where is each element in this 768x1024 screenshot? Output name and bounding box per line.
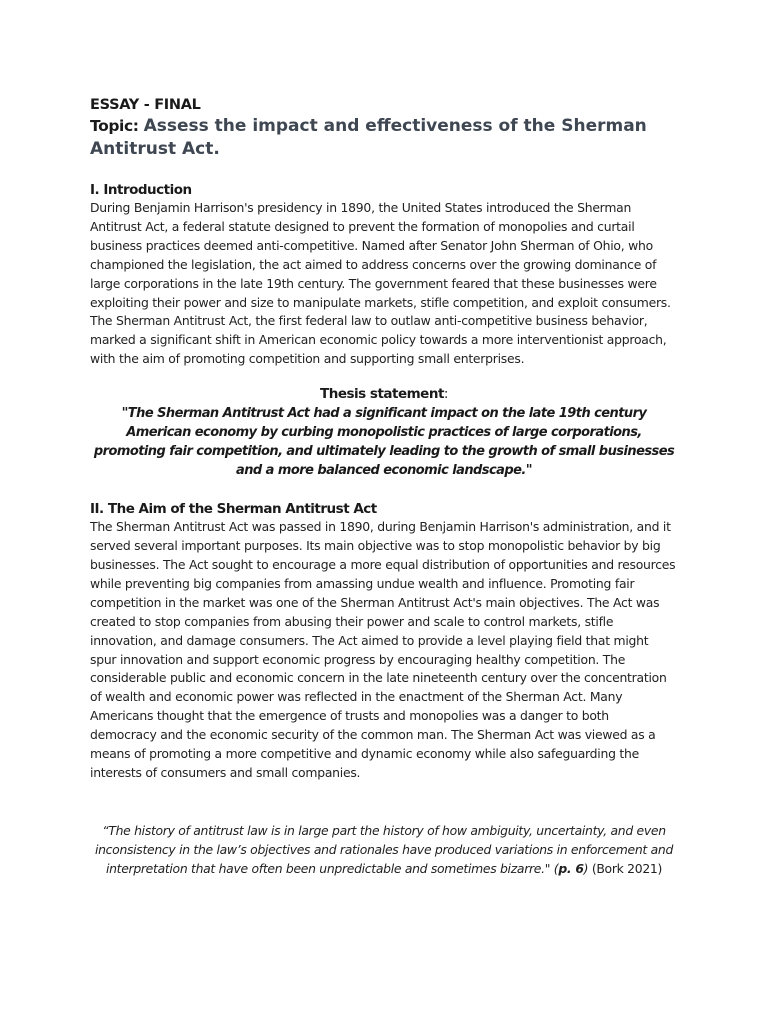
- thesis-label-colon: :: [443, 386, 448, 403]
- block-quote: [90, 821, 678, 878]
- quote-citation: (Bork 2021): [588, 860, 663, 876]
- quote-close: ): [583, 860, 589, 876]
- quote-page-ref: p. 6: [558, 860, 584, 876]
- quote-text: “The history of antitrust law is in large part the history of how ambiguity, uncertainty, and even inconsistency in the law’s objectives and rationales have produced variations in enforcement and interpretation that have often been unpredictable and sometimes bizarre." (: [94, 822, 674, 876]
- essay-label: ESSAY - FINAL: [90, 97, 201, 113]
- introduction-paragraph: During Benjamin Harrison's presidency in 1890, the United States introduced the Sherman Antitrust Act, a federal statute designed to prevent the formation of monopolies and curtail business practices deemed anti-competitive. Named after Senator John Sherman of Ohio, who championed the legislation, the act aimed to address concerns over the growing dominance of large corporations in the late 19th century. The government feared that these businesses were exploiting their power and size to manipulate markets, stifle competition, and exploit consumers. The Sherman Antitrust Act, the first federal law to outlaw anti-competitive business behavior, marked a significant shift in American economic policy towards a more interventionist approach, with the aim of promoting competition and supporting small enterprises.: [90, 200, 671, 367]
- thesis-block: [90, 385, 678, 480]
- topic-prefix: Topic:: [90, 117, 144, 135]
- aim-heading: II. The Aim of the Sherman Antitrust Act: [90, 501, 377, 518]
- aim-paragraph: The Sherman Antitrust Act was passed in 1890, during Benjamin Harrison's administration, and it served several important purposes. Its main objective was to stop monopolistic behavior by big businesses. The Act sought to encourage a more equal distribution of opportunities and resources while preventing big companies from amassing undue wealth and influence. Promoting fair competition in the market was one of the Sherman Antitrust Act's main objectives. The Act was created to stop companies from abusing their power and scale to control markets, stifle innovation, and damage consumers. The Act aimed to provide a level playing field that might spur innovation and support economic progress by encouraging healthy competition. The considerable public and economic concern in the late nineteenth century over the concentration of wealth and economic power was reflected in the enactment of the Sherman Act. Many Americans thought that the emergence of trusts and monopolies was a danger to both democracy and the economic security of the common man. The Sherman Act was viewed as a means of promoting a more competitive and dynamic economy while also safeguarding the interests of consumers and small companies.: [90, 519, 676, 780]
- introduction-heading: I. Introduction: [90, 182, 192, 198]
- essay-page: [90, 96, 678, 878]
- thesis-label-text: Thesis statement: [320, 386, 444, 403]
- thesis-label: [90, 385, 678, 404]
- topic-line: [90, 115, 678, 161]
- topic-title: Assess the impact and effectiveness of the Sherman Antitrust Act.: [90, 116, 647, 159]
- thesis-statement: "The Sherman Antitrust Act had a significant impact on the late 19th century American economy by curbing monopolistic practices of large corporations, promoting fair competition, and ultimately leading to the growth of small businesses and a more balanced economic landscape.": [93, 406, 675, 479]
